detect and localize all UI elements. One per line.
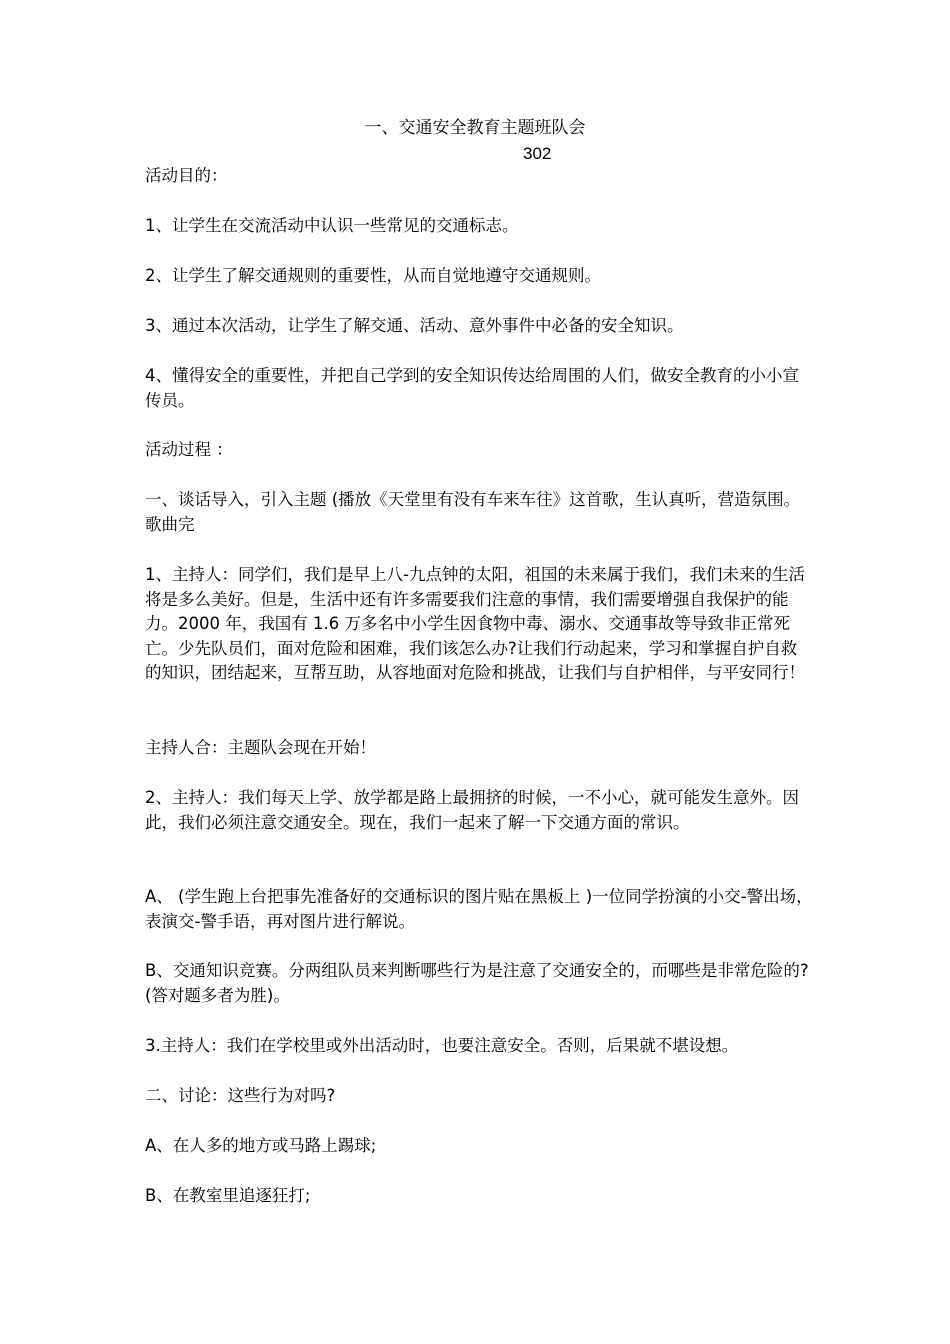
- paragraph-item-a: A、 (学生跑上台把事先准备好的交通标识的图片贴在黑板上 )一位同学扮演的小交-警出场，表演交-警手语，再对图片进行解说。: [145, 887, 813, 931]
- paragraph-intro: 一、谈话导入，引入主题 (播放《天堂里有没有车来车往》这首歌，生认真听，营造氛围。歌曲完: [145, 490, 801, 534]
- paragraph-discussion-heading: 二、讨论：这些行为对吗?: [145, 1086, 336, 1105]
- paragraph-discussion-a: A、在人多的地方或马路上踢球;: [145, 1136, 377, 1155]
- paragraph-goal-2: 2、让学生了解交通规则的重要性，从而自觉地遵守交通规则。: [145, 266, 601, 285]
- paragraph-process-heading: 活动过程 ：: [145, 440, 233, 459]
- paragraph-item-b: B、交通知识竞赛。分两组队员来判断哪些行为是注意了交通安全的，而哪些是非常危险的? (答对题多者为胜)。: [145, 961, 809, 1005]
- paragraph-goal-4: 4、懂得安全的重要性，并把自己学到的安全知识传达给周围的人们，做安全教育的小小宣传员。: [145, 366, 799, 410]
- paragraph-host-1: 1、主持人：同学们，我们是早上八-九点钟的太阳，祖国的未来属于我们，我们未来的生活将是多么美好。但是，生活中还有许多需要我们注意的事情，我们需要增强自我保护的能力。2000 年，我国有 1.6 万多名中小学生因食物中毒、溺水、交通事故等导致非正常死亡。少先队员们，面对危险和困难，我们该怎么办?让我们行动起来，学习和掌握自护自救的知识，团结起来，互帮互助，从容地面对危险和挑战，让我们与自护相伴，与平安同行！: [145, 565, 805, 682]
- paragraph-host-2: 2、主持人：我们每天上学、放学都是路上最拥挤的时候，一不小心，就可能发生意外。因此，我们必须注意交通安全。现在，我们一起来了解一下交通方面的常识。: [145, 788, 799, 832]
- document-title: 一、交通安全教育主题班队会: [364, 118, 586, 138]
- paragraph-goal-1: 1、让学生在交流活动中认识一些常见的交通标志。: [145, 216, 519, 235]
- paragraph-activity-goal-heading: 活动目的：: [145, 166, 228, 185]
- paragraph-host-together: 主持人合：主题队会现在开始！: [145, 738, 376, 757]
- class-number: 302: [523, 144, 552, 163]
- paragraph-host-3: 3.主持人：我们在学校里或外出活动时，也要注意安全。否则，后果就不堪设想。: [145, 1036, 739, 1055]
- paragraph-goal-3: 3、通过本次活动，让学生了解交通、活动、意外事件中必备的安全知识。: [145, 316, 684, 335]
- paragraph-discussion-b: B、在教室里追逐狂打;: [145, 1186, 311, 1205]
